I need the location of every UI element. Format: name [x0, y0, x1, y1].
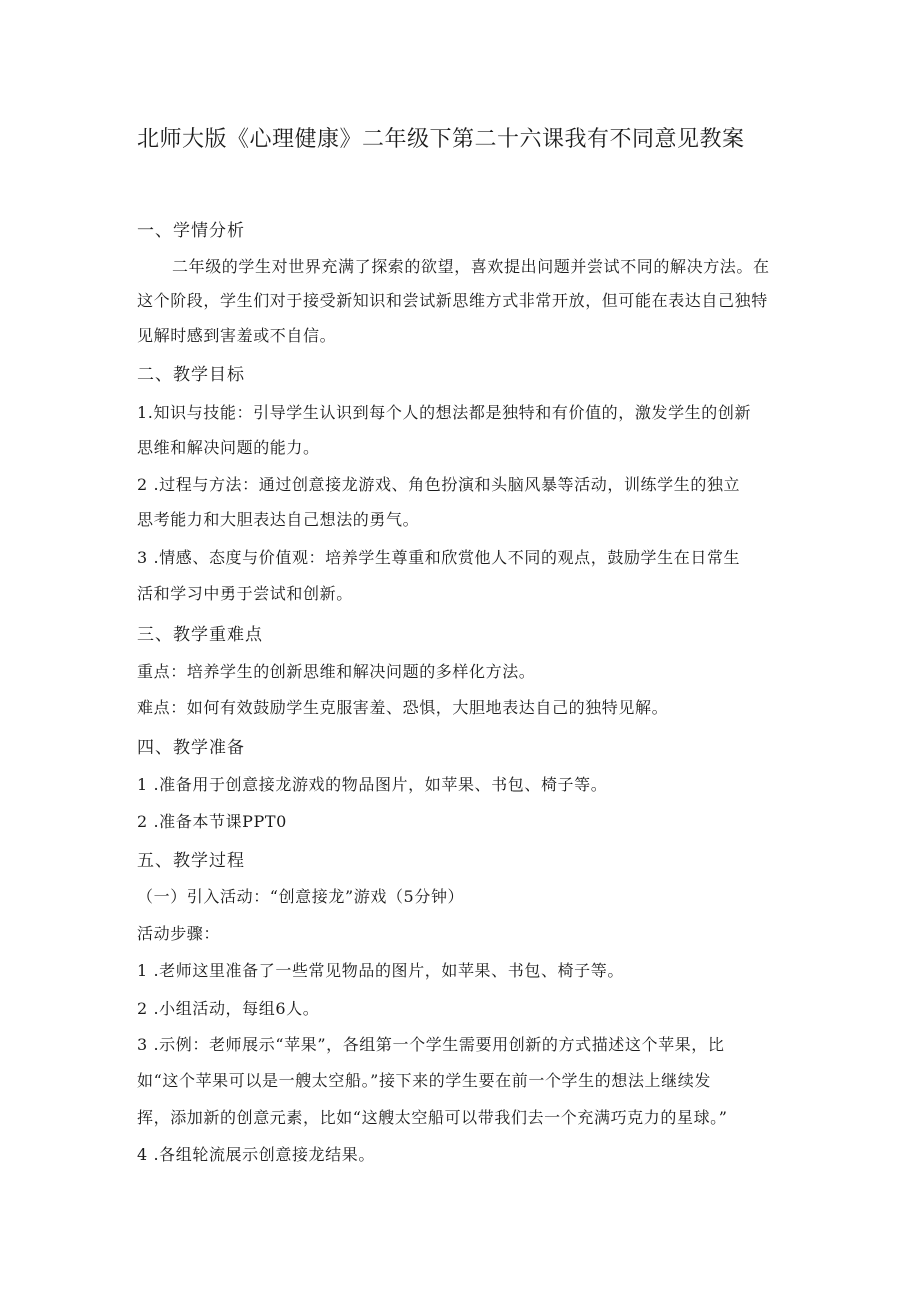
section-heading-key-points: 三、教学重难点: [137, 625, 263, 645]
paragraph-line: 难点：如何有效鼓励学生克服害羞、恐惧，大胆地表达自己的独特见解。: [137, 698, 669, 717]
paragraph-line: 思维和解决问题的能力。: [137, 438, 320, 457]
paragraph-line: 活动步骤：: [137, 924, 221, 943]
section-heading-process: 五、教学过程: [137, 851, 245, 871]
paragraph-line: 2 .小组活动，每组6人。: [137, 999, 320, 1018]
document-title: 北师大版《心理健康》二年级下第二十六课我有不同意见教案: [137, 127, 745, 152]
paragraph-line: 1 .准备用于创意接龙游戏的物品图片，如苹果、书包、椅子等。: [137, 775, 608, 794]
paragraph-line: 1 .老师这里准备了一些常见物品的图片，如苹果、书包、椅子等。: [137, 961, 624, 980]
paragraph-line: 思考能力和大胆表达自己想法的勇气。: [137, 510, 420, 529]
section-heading-preparation: 四、教学准备: [137, 738, 245, 758]
paragraph-line: 3 .情感、态度与价值观：培养学生尊重和欣赏他人不同的观点，鼓励学生在日常生: [137, 548, 741, 567]
paragraph-line: 活和学习中勇于尝试和创新。: [137, 584, 353, 603]
paragraph-line: 4 .各组轮流展示创意接龙结果。: [137, 1145, 375, 1164]
paragraph-line: 挥，添加新的创意元素，比如“这艘太空船可以带我们去一个充满巧克力的星球。”: [137, 1108, 728, 1127]
paragraph-line: 这个阶段，学生们对于接受新知识和尝试新思维方式非常开放，但可能在表达自己独特: [137, 291, 768, 310]
paragraph-line: 重点：培养学生的创新思维和解决问题的多样化方法。: [137, 662, 536, 681]
paragraph-line: 见解时感到害羞或不自信。: [137, 326, 337, 345]
paragraph-line: 3 .示例：老师展示“苹果”，各组第一个学生需要用创新的方式描述这个苹果，比: [137, 1035, 725, 1054]
paragraph-line: 1.知识与技能：引导学生认识到每个人的想法都是独特和有价值的，激发学生的创新: [137, 403, 752, 422]
paragraph-line: （一）引入活动：“创意接龙”游戏（5分钟）: [137, 887, 465, 906]
paragraph-line: 2 .准备本节课PPT0: [137, 812, 287, 831]
paragraph-line: 2 .过程与方法：通过创意接龙游戏、角色扮演和头脑风暴等活动，训练学生的独立: [137, 475, 741, 494]
paragraph-line: 如“这个苹果可以是一艘太空船。”接下来的学生要在前一个学生的想法上继续发: [137, 1071, 711, 1090]
section-heading-objectives: 二、教学目标: [137, 365, 245, 385]
paragraph-line: 二年级的学生对世界充满了探索的欲望，喜欢提出问题并尝试不同的解决方法。在: [172, 257, 770, 276]
section-heading-analysis: 一、学情分析: [137, 221, 245, 241]
